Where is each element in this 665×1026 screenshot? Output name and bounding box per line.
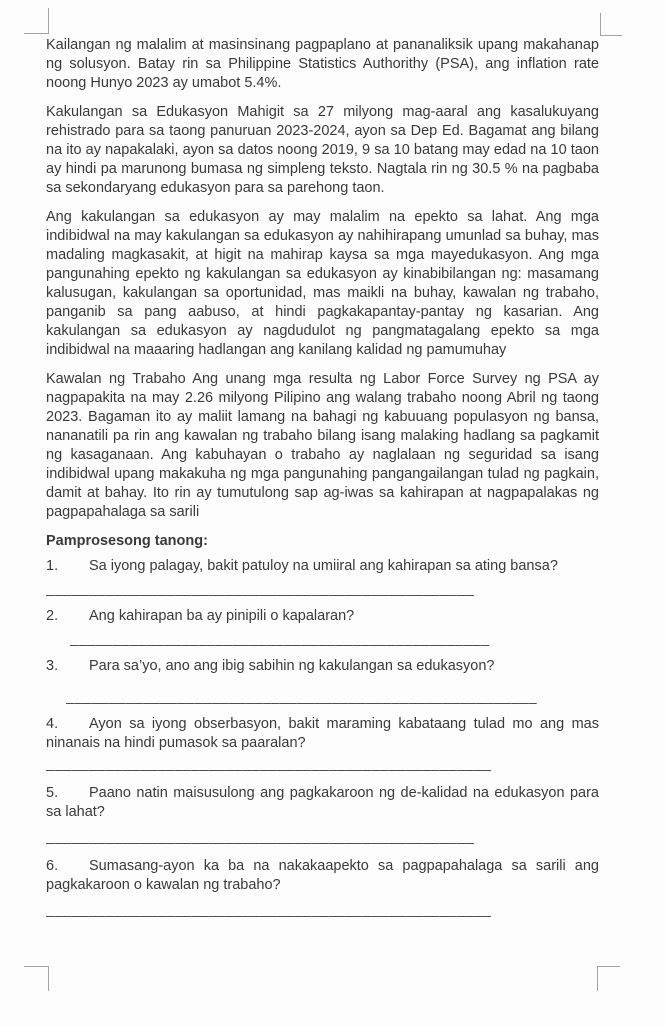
question-line (46, 784, 599, 822)
body-paragraph-kawalan-trabaho: Kawalan ng Trabaho Ang unang mga resulta ng Labor Force Survey ng PSA ay nagpapakita na may 2.26 milyong Pilipino ang walang trabaho noong Abril ng taong 2023. Bagaman ito ay maliit lamang na bahagi ng kabuuang populasyon ng bansa, nananatili pa rin ang kawalan ng trabaho bilang isang malaking hadlang sa pagkamit ng kasaganaan. Ang kabuhayan o trabaho ay naglalaan ng seguridad sa isang indibidwal upang makakuha ng mga pangunahing pangangailangan tulad ng pagkain, damit at bahay. Ito rin ay tumutulong sap ag-iwas sa kahirapan at nagpapalakas ng pagpapahalaga sa sarili (46, 371, 599, 520)
question-line (46, 607, 599, 626)
question-item-2 (46, 607, 599, 649)
crop-mark-top-right-icon (600, 13, 622, 36)
question-text: Para sa’yo, ano ang ibig sabihin ng kakulangan sa edukasyon? (89, 658, 495, 674)
answer-blank-line: __________________________________________________ (46, 581, 475, 597)
question-line (46, 557, 599, 576)
crop-mark-top-left-icon (24, 8, 49, 34)
body-paragraph-inflation: Kailangan ng malalim at masinsinang pagpaplano at pananaliksik upang makahanap ng solusyon. Batay rin sa Philippine Statistics Authorithy (PSA), ang inflation rate noong Hunyo 2023 ay umabot 5.4%. (46, 37, 599, 91)
body-paragraph-kakulangan-edukasyon: Kakulangan sa Edukasyon Mahigit sa 27 milyong mag-aaral ang kasalukuyang rehistrado para sa taong panuruan 2023-2024, ayon sa Dep Ed. Bagamat ang bilang na ito ay napakalaki, ayon sa datos noong 2019, 9 sa 10 batang may edad na 10 taon ay hindi pa marunong bumasa ng simpleng teksto. Nagtala rin ng 30.5 % na pagbaba sa sekondaryang edukasyon para sa parehong taon. (46, 104, 599, 196)
question-line (46, 657, 599, 676)
answer-blank-line: __________________________________________________ (46, 829, 475, 845)
question-text: Paano natin maisusulong ang pagkakaroon ng de-kalidad na edukasyon para sa lahat? (46, 785, 599, 820)
document-content (46, 36, 599, 928)
question-text: Sumasang-ayon ka ba na nakakaapekto sa pagpapahalaga sa sarili ang pagkakaroon o kawalan ng trabaho? (46, 858, 599, 893)
answer-blank-line: _________________________________________________ (70, 631, 490, 647)
question-number: 2. (46, 608, 59, 624)
question-item-3 (46, 657, 599, 707)
question-text: Sa iyong palagay, bakit patuloy na umiiral ang kahirapan sa ating bansa? (89, 558, 558, 574)
crop-mark-bottom-left-icon (24, 966, 49, 991)
answer-blank-line: ____________________________________________________ (46, 756, 492, 772)
body-paragraph-epekto-edukasyon: Ang kakulangan sa edukasyon ay may malalim na epekto sa lahat. Ang mga indibidwal na may kakulangan sa edukasyon ay nahihirapang umunlad sa buhay, mas madaling magkasakit, at higit na mahirap kaysa sa mga mayedukasyon. Ang mga pangunahing epekto ng kakulangan sa edukasyon ay kinabibilangan ng: masamang kalusugan, kakulangan sa oportunidad, mas maikli na buhay, kawalan ng trabaho, panganib sa pang aabuso, at hindi pagkakapantay-pantay ng kasarian. Ang kakulangan sa edukasyon ay nagdudulot ng pangmatagalang epekto sa mga indibidwal na maaaring hadlangan ang kanilang kalidad ng pamumuhay (46, 209, 599, 358)
answer-blank-line: ____________________________________________________ (46, 902, 492, 918)
question-line (46, 715, 599, 753)
question-number: 6. (46, 858, 59, 874)
crop-mark-bottom-right-icon (597, 966, 620, 991)
question-number: 5. (46, 785, 59, 801)
question-item-6 (46, 857, 599, 920)
question-text: Ang kahirapan ba ay pinipili o kapalaran? (89, 608, 355, 624)
section-heading: Pamprosesong tanong: (46, 533, 208, 549)
question-number: 1. (46, 558, 59, 574)
question-text: Ayon sa iyong obserbasyon, bakit maraming kabataang tulad mo ang mas ninanais na hindi pumasok sa paaralan? (46, 716, 599, 751)
answer-blank-line: _______________________________________________________ (66, 689, 538, 705)
question-line (46, 857, 599, 895)
question-item-4 (46, 715, 599, 774)
question-number: 3. (46, 658, 59, 674)
question-item-5 (46, 784, 599, 847)
question-number: 4. (46, 716, 59, 732)
question-item-1 (46, 557, 599, 599)
